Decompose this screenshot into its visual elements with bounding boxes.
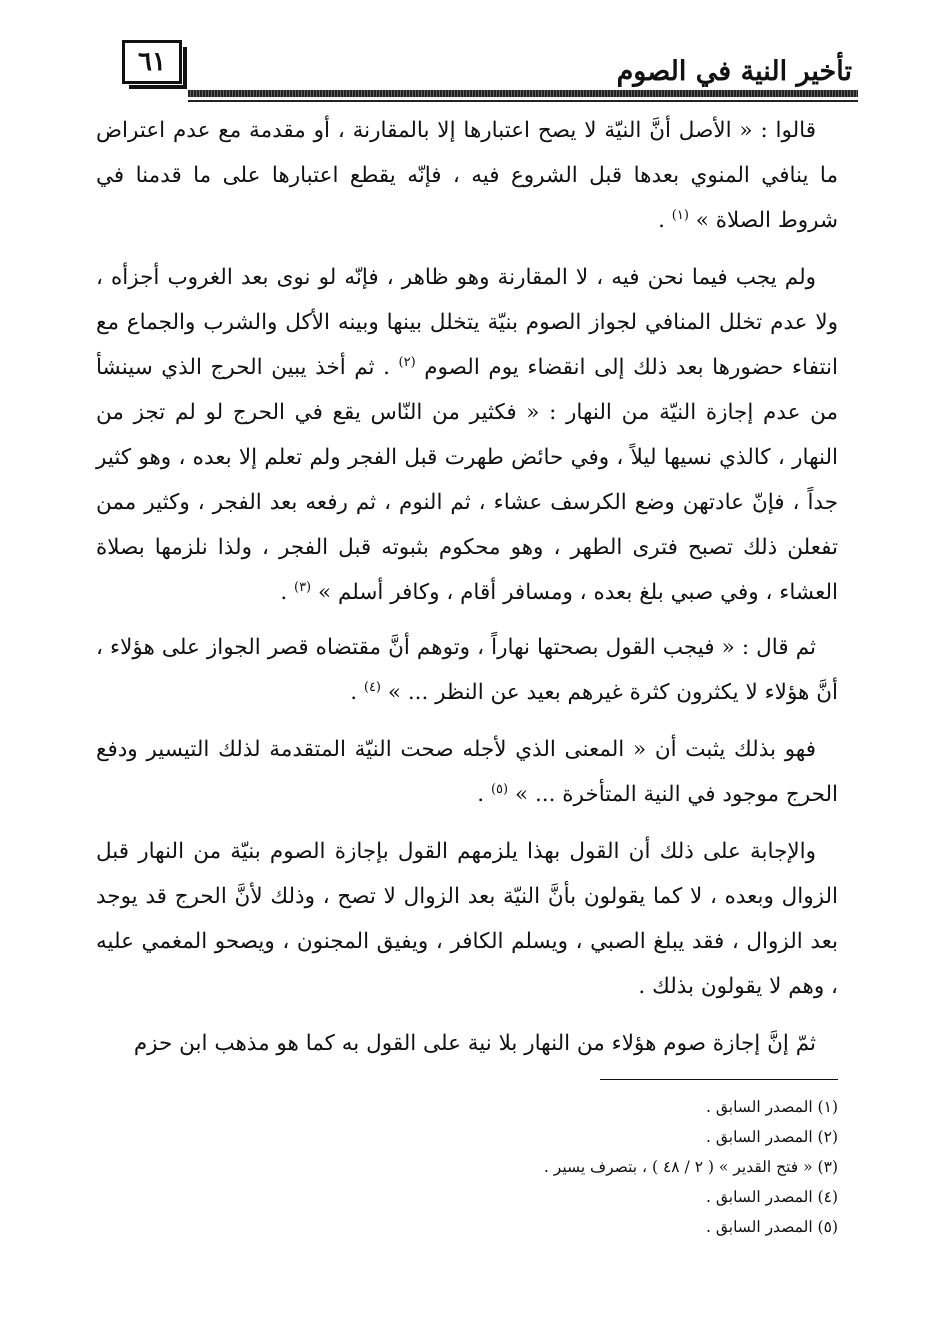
footnote-separator — [600, 1079, 838, 1080]
paragraph-4: فهو بذلك يثبت أن « المعنى الذي لأجله صحت النيّة المتقدمة لذلك التيسير ودفع الحرج موجود في النية المتأخرة ... » $^{(٥)}$ . — [96, 737, 838, 807]
footnotes — [420, 1092, 838, 1242]
footnote-ref-1: (١) — [671, 207, 689, 223]
footnote-ref-2: (٢) — [398, 354, 416, 370]
header-rule — [188, 90, 858, 97]
footnote-4: (٤) المصدر السابق . — [705, 1188, 838, 1206]
paragraph-3: ثم قال : « فيجب القول بصحتها نهاراً ، وتوهم أنَّ مقتضاه قصر الجواز على هؤلاء ، أنَّ هؤلاء لا يكثرون كثرة غيرهم بعيد عن النظر ... » $^{(٤)}$ . — [96, 635, 838, 705]
paragraph-1: قالوا : « الأصل أنَّ النيّة لا يصح اعتبارها إلا بالمقارنة ، أو مقدمة مع عدم اعتراض ما ينافي المنوي بعدها قبل الشروع فيه ، فإنّه يقطع اعتبارها على ما قدمنا في شروط الصلاة » $^{(١)}$ . — [96, 118, 838, 233]
paragraph-5: والإجابة على ذلك أن القول بهذا يلزمهم القول بإجازة الصوم بنيّة من النهار قبل الزوال وبعده ، لا كما يقولون بأنَّ النيّة بعد الزوال لا تصح ، وذلك لأنَّ الحرج قد يوجد بعد الزوال ، فقد يبلغ الصبي ، ويسلم الكافر ، ويفيق المجنون ، ويصحو المغمي عليه ، وهم لا يقولون بذلك . — [96, 839, 838, 999]
footnote-5: (٥) المصدر السابق . — [705, 1218, 838, 1236]
footnote-1: (١) المصدر السابق . — [705, 1098, 838, 1116]
page-number: ٦١ — [122, 40, 182, 84]
footnote-ref-4: (٤) — [363, 679, 381, 695]
footnote-ref-5: (٥) — [490, 781, 509, 797]
main-text — [96, 108, 838, 1078]
header-rule-thin — [188, 100, 858, 102]
footnote-2: (٢) المصدر السابق . — [705, 1128, 838, 1146]
paragraph-2: ولم يجب فيما نحن فيه ، لا المقارنة وهو ظاهر ، فإنّه لو نوى بعد الغروب أجزأه ، ولا عدم تخلل المنافي لجواز الصوم بنيّة يتخلل بينها وبينه الأكل والشرب والجماع مع انتفاء حضورها بعد ذلك إلى انقضاء يوم الصوم $^{(٢)}$ . ثم أخذ يبين الحرج الذي سينشأ من عدم إجازة النيّة من النهار : « فكثير من النّاس يقع في الحرج لو لم تجز من النهار ، كالذي نسيها ليلاً ، وفي حائض طهرت قبل الفجر ولم تعلم إلا بعده ، وهو كثير جداً ، فإنّ عادتهن وضع الكرسف عشاء ، ثم النوم ، ثم رفعه بعد الفجر ، وكثير ممن تفعلن ذلك تصبح فترى الطهر ، وهو محكوم بثبوته قبل الفجر ، ولذا نلزمها بصلاة العشاء ، وفي صبي بلغ بعده ، ومسافر أقام ، وكافر أسلم » $^{(٣)}$ . — [96, 265, 838, 605]
page-header — [98, 28, 858, 108]
paragraph-6: ثمّ إنَّ إجازة صوم هؤلاء من النهار بلا نية على القول به كما هو مذهب ابن حزم — [133, 1031, 816, 1056]
footnote-3: (٣) « فتح القدير » ( ٢ / ٤٨ ) ، بتصرف يسير . — [543, 1158, 838, 1176]
running-title: تأخير النية في الصوم — [616, 56, 852, 87]
footnote-ref-3: (٣) — [293, 579, 312, 595]
